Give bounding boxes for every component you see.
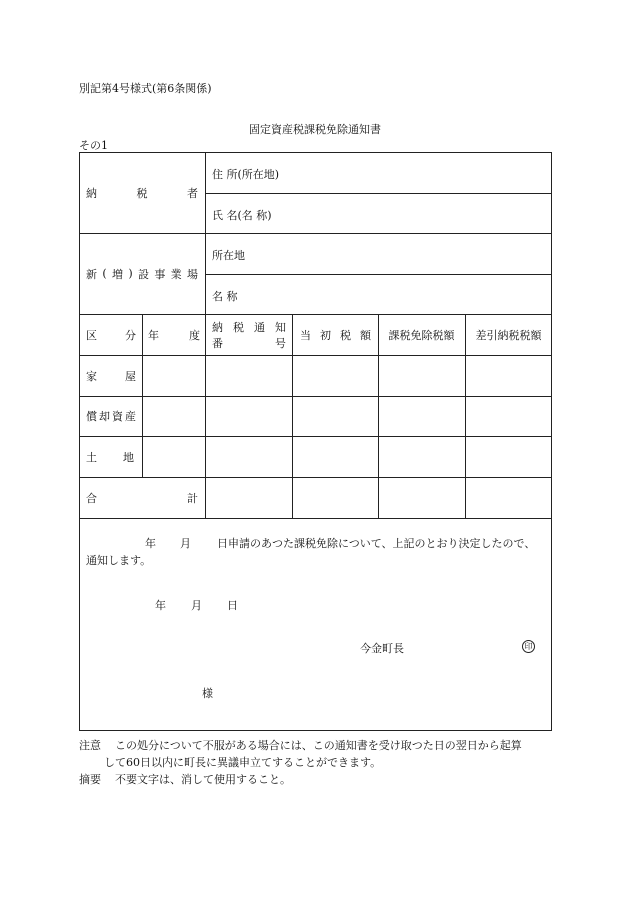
row-label-building: 家 屋 xyxy=(86,369,136,383)
row-label-depreciable-assets: 償 却 資 産 xyxy=(86,410,136,423)
taxpayer-label: 納 税 者 xyxy=(86,186,198,200)
divider xyxy=(79,396,552,397)
notice-sentence-end: 通知します。 xyxy=(86,554,152,567)
divider xyxy=(205,274,552,275)
note-summary-text: 不要文字は、消して使用すること。 xyxy=(115,773,291,786)
issue-month: 月 xyxy=(191,599,202,612)
issuer-title: 今金町長 xyxy=(360,642,404,655)
establishment-name-label: 名 称 xyxy=(212,290,238,303)
note-caution-line1: この処分について不服がある場合には、この通知書を受け取つた日の翌日から起算 xyxy=(115,739,522,752)
divider xyxy=(79,355,552,356)
header-notice-number-top: 納 税 通 知 xyxy=(212,320,286,334)
divider xyxy=(292,314,293,518)
divider xyxy=(205,152,206,518)
divider xyxy=(79,518,552,519)
document-title: 固定資産税課税免除通知書 xyxy=(249,123,381,136)
form-part-label: その1 xyxy=(79,139,108,152)
header-exempt-tax: 課税免除税額 xyxy=(388,328,455,342)
taxpayer-address-label: 住 所(所在地) xyxy=(212,168,280,181)
divider xyxy=(79,436,552,437)
establishment-location-label: 所在地 xyxy=(212,249,245,262)
header-initial-tax: 当 初 税 額 xyxy=(300,328,371,342)
seal-icon: 印 xyxy=(522,640,535,653)
divider xyxy=(205,193,552,194)
header-notice-number-bottom: 番 号 xyxy=(212,336,286,350)
form-reference: 別記第4号様式(第6条関係) xyxy=(79,82,212,95)
header-net-tax: 差引納税税額 xyxy=(475,328,542,342)
recipient-honorific: 様 xyxy=(202,687,213,700)
divider xyxy=(142,314,143,477)
header-year: 年 度 xyxy=(148,328,200,342)
header-category: 区 分 xyxy=(86,328,136,342)
establishment-label: 新 ( 増 ) 設 事 業 場 xyxy=(86,267,198,281)
note-caution-line2: して60日以内に町長に異議申立てすることができます。 xyxy=(104,756,382,769)
row-label-land: 土 地 xyxy=(86,450,134,464)
application-year: 年 xyxy=(145,537,156,550)
application-month: 月 xyxy=(180,537,191,550)
note-caution-label: 注意 xyxy=(79,739,101,752)
notice-sentence: 日申請のあつた課税免除について、上記のとおり決定したので、 xyxy=(217,537,536,550)
row-label-total: 合 計 xyxy=(86,491,198,505)
taxpayer-name-label: 氏 名(名 称) xyxy=(212,209,272,222)
note-summary-label: 摘要 xyxy=(79,773,101,786)
issue-day: 日 xyxy=(227,599,238,612)
issue-year: 年 xyxy=(155,599,166,612)
